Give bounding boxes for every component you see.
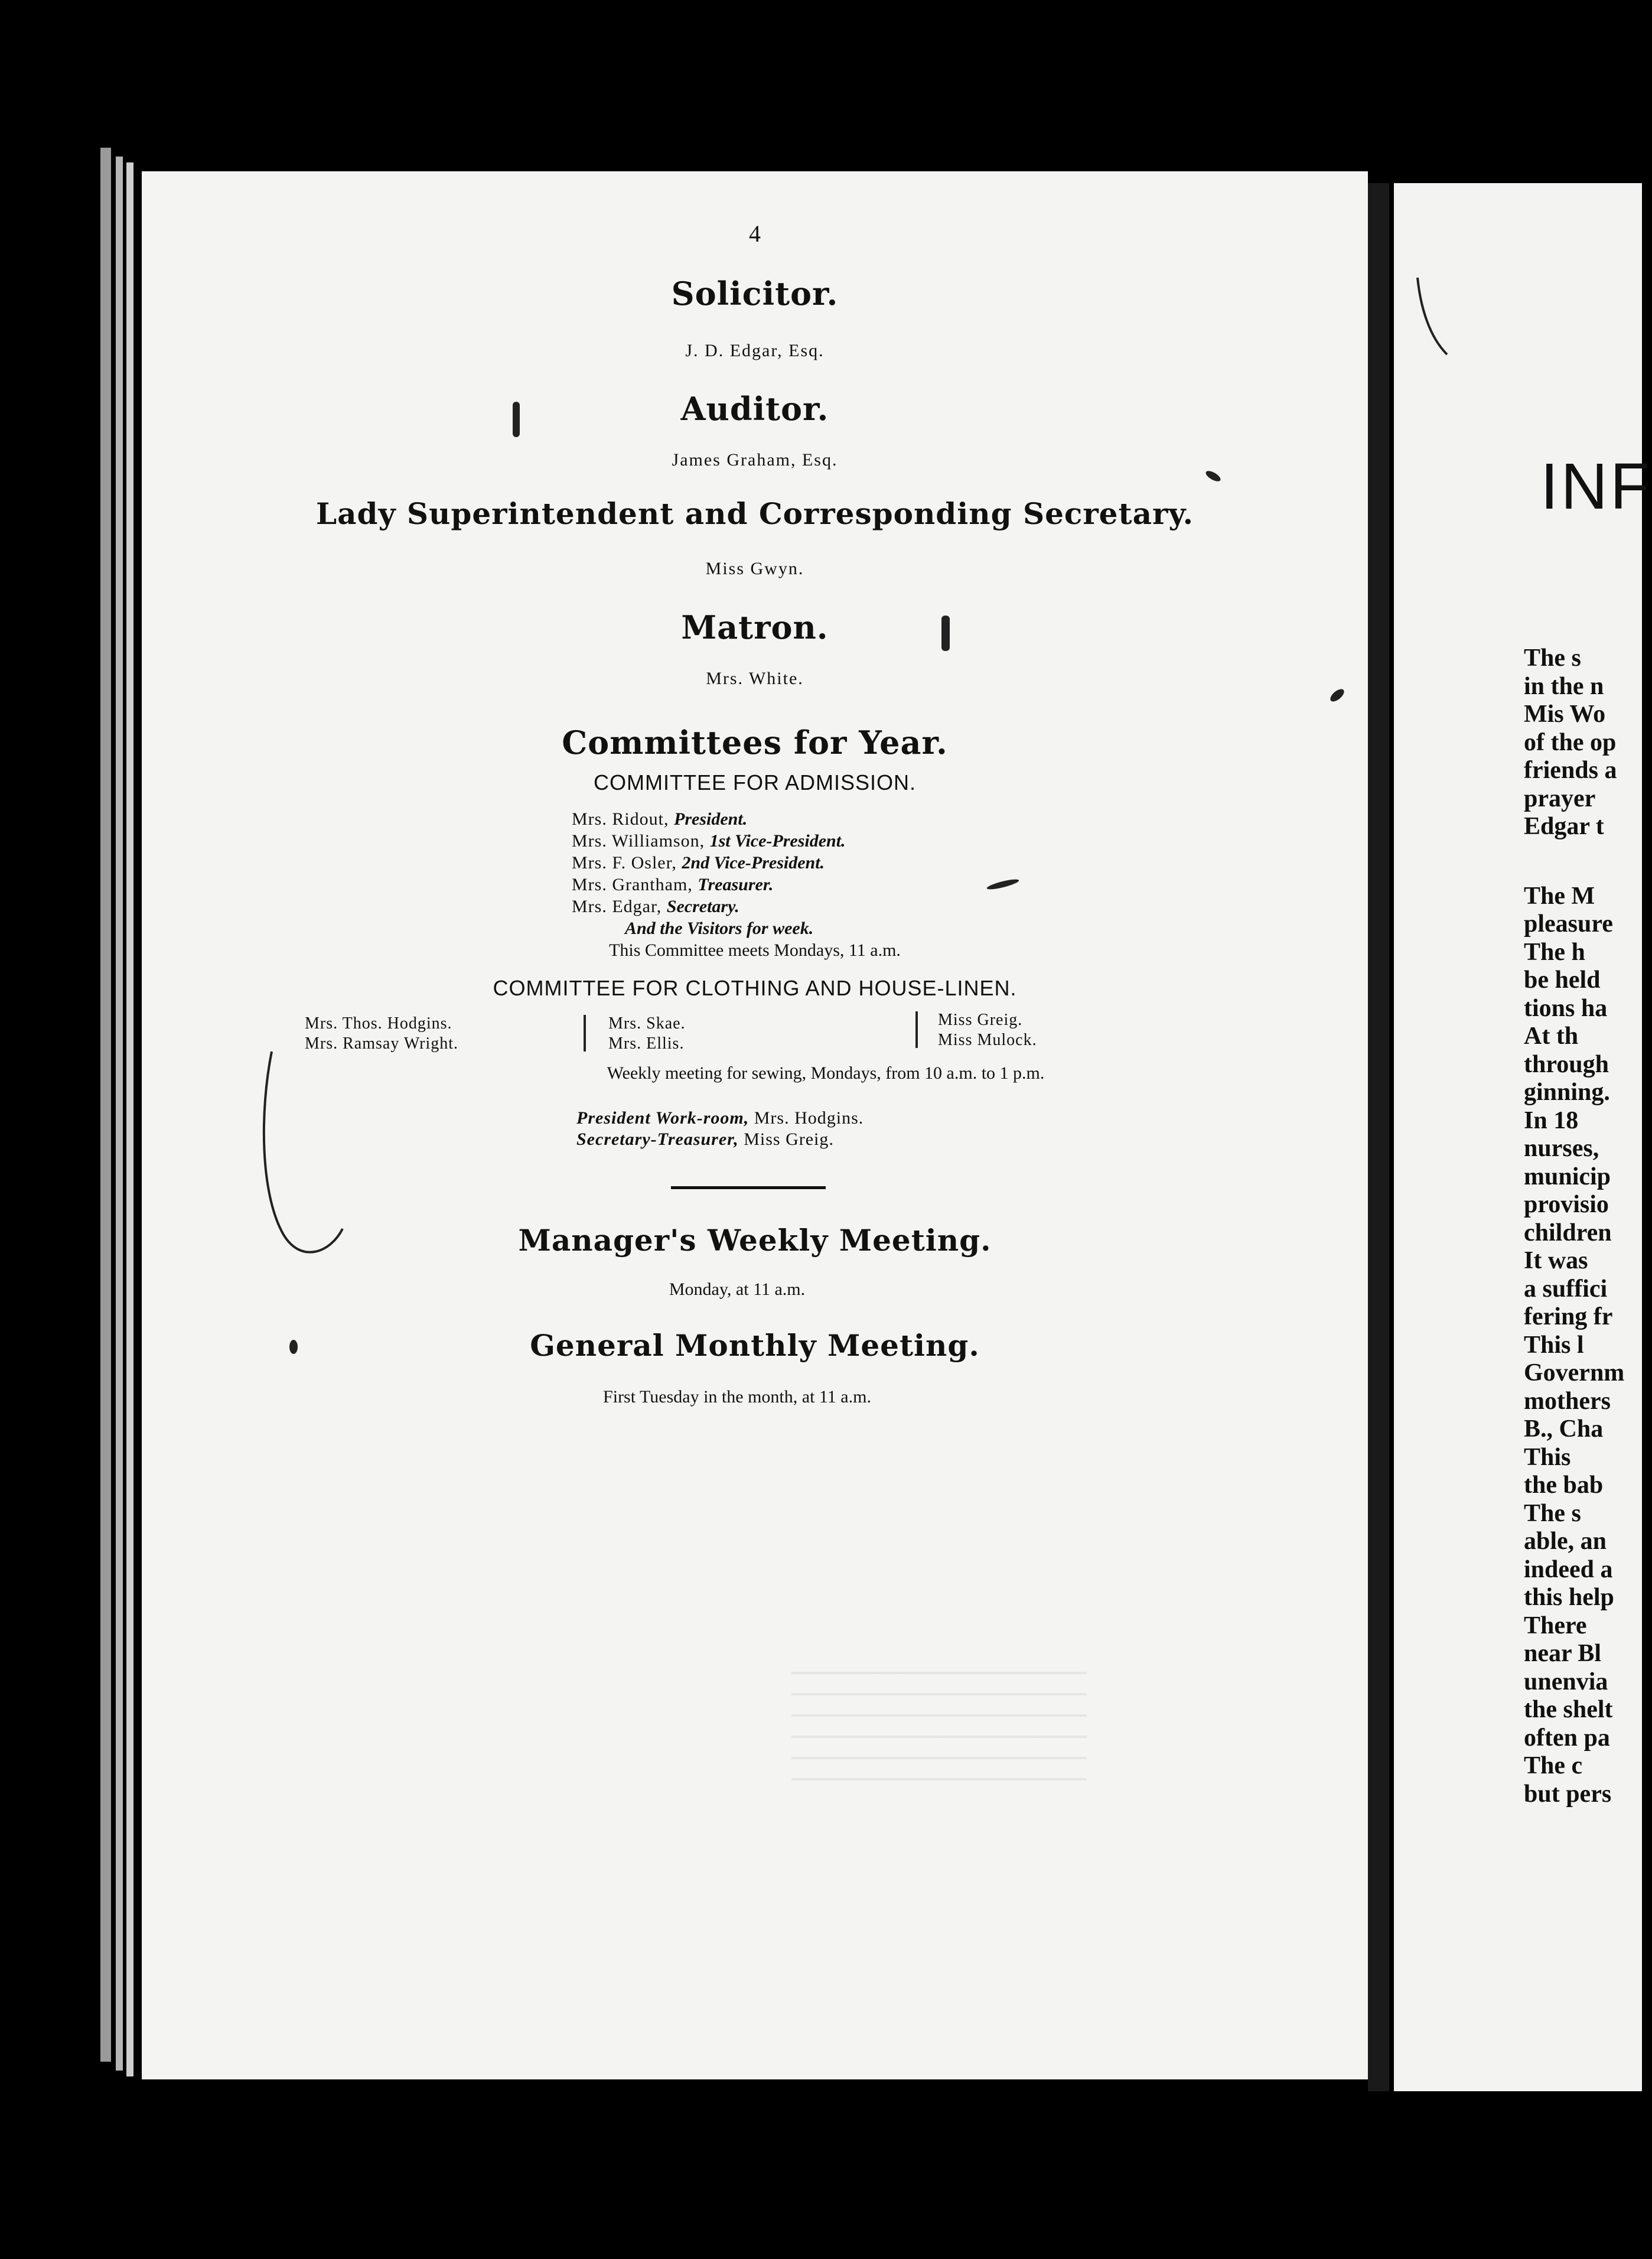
right-page-line: Edgar t [1524,813,1604,840]
right-page-line: in the n [1524,672,1604,700]
managers-meeting-time: Monday, at 11 a.m. [669,1280,806,1299]
right-page-line: indeed a [1524,1555,1613,1583]
right-page-line: The h [1524,938,1585,966]
visitors-line: And the Visitors for week. [625,919,814,938]
right-page-line: tions ha [1524,994,1608,1022]
lady-superintendent-heading: Lady Superintendent and Corresponding Secretary. [315,496,1194,531]
right-page-line: municip [1524,1163,1611,1190]
right-page-line: a suffici [1524,1275,1608,1303]
member-role: 1st Vice-President. [709,831,846,851]
member-name: Mrs. Ellis. [608,1034,685,1053]
ink-speck [986,877,1020,891]
right-page-line: but pers [1524,1780,1612,1808]
book-edge [100,148,111,2062]
stray-ink-mark [1412,272,1459,366]
member-role: President. [674,809,748,829]
auditor-heading: Auditor. [680,390,829,428]
solicitor-name: J. D. Edgar, Esq. [685,341,825,360]
right-page-line: The s [1524,645,1581,672]
member-row [572,852,846,874]
member-name: Miss Greig. [938,1011,1023,1029]
clothing-weekly: Weekly meeting for sewing, Mondays, from 10 a.m. to 1 p.m. [607,1063,1045,1083]
right-page-line: The s [1524,1499,1581,1527]
right-page-line: This [1524,1443,1571,1471]
left-page [142,171,1368,2079]
right-page-line: The M [1524,882,1595,910]
admission-members [572,808,846,939]
member-role: Secretary. [666,897,739,916]
committees-heading: Committees for Year. [562,724,948,761]
clothing-committee-title: COMMITTEE FOR CLOTHING AND HOUSE-LINEN. [493,976,1017,1000]
right-page-line: through [1524,1050,1609,1078]
member-name: Mrs. Ridout, [572,809,669,829]
solicitor-heading: Solicitor. [671,275,839,313]
right-page-line: This l [1524,1331,1584,1359]
right-page-line: unenvia [1524,1668,1608,1695]
admission-meets: This Committee meets Mondays, 11 a.m. [609,940,901,960]
book-edge [126,162,133,2076]
member-name: Mrs. Ramsay Wright. [305,1034,459,1053]
right-page-line: The c [1524,1752,1583,1779]
matron-heading: Matron. [681,608,829,646]
clothing-col-3 [938,1010,1037,1050]
book-edge [116,157,123,2071]
show-through [791,1672,1087,1790]
right-page [1394,183,1652,2091]
ink-speck [1204,469,1222,483]
right-page-line: friends a [1524,757,1617,784]
general-meeting-time: First Tuesday in the month, at 11 a.m. [603,1387,871,1407]
right-page-line: near Bl [1524,1640,1602,1667]
right-page-line: children [1524,1219,1612,1246]
work-room-president: President Work-room, Mrs. Hodgins. [576,1108,864,1128]
general-meeting-heading: General Monthly Meeting. [530,1328,980,1363]
auditor-name: James Graham, Esq. [672,450,838,470]
member-name: Miss Mulock. [938,1031,1037,1049]
page-number: 4 [749,220,761,247]
member-row [572,808,846,830]
right-page-line: ginning. [1524,1079,1610,1106]
lady-superintendent-name: Miss Gwyn. [705,559,804,578]
member-row [572,874,846,896]
member-row [572,830,846,852]
right-page-line: prayer [1524,785,1596,812]
member-name: Mrs. Thos. Hodgins. [305,1014,452,1033]
managers-meeting-heading: Manager's Weekly Meeting. [518,1223,992,1258]
member-name: Mrs. Edgar, [572,897,662,916]
stray-ink-mark [260,1040,348,1276]
ink-speck [289,1340,298,1354]
admission-committee-title: COMMITTEE FOR ADMISSION. [593,770,917,795]
right-page-line: fering fr [1524,1303,1613,1330]
right-page-line: Governm [1524,1359,1625,1386]
right-page-line: the shelt [1524,1696,1613,1723]
matron-name: Mrs. White. [706,669,804,688]
member-name: Mrs. F. Osler, [572,853,677,873]
ink-speck [1328,687,1346,704]
member-role: Treasurer. [698,875,774,894]
right-page-line: often pa [1524,1724,1610,1752]
member-name: Mrs. Williamson, [572,831,705,851]
right-page-line: provisio [1524,1191,1609,1218]
right-page-line: nurses, [1524,1135,1599,1162]
member-row [572,896,846,917]
work-room-secretary: Secretary-Treasurer, Miss Greig. [576,1130,834,1149]
member-name: Mrs. Grantham, [572,875,693,894]
column-divider [915,1011,918,1048]
right-page-line: At th [1524,1023,1579,1050]
ink-speck [941,616,950,651]
right-page-line: this help [1524,1584,1614,1611]
right-page-line: able, an [1524,1528,1607,1555]
column-divider [584,1015,586,1052]
right-page-line: There [1524,1612,1587,1639]
section-divider [671,1186,826,1189]
right-page-line: Mis Wo [1524,701,1606,728]
right-page-line: In 18 [1524,1106,1579,1134]
ink-speck [513,402,520,437]
right-page-line: B., Cha [1524,1415,1604,1443]
right-page-line: mothers [1524,1387,1611,1415]
right-page-line: the bab [1524,1472,1604,1499]
member-role: 2nd Vice-President. [682,853,825,873]
right-page-line: It was [1524,1247,1588,1274]
right-page-line: of the op [1524,728,1617,756]
book-edge [1368,183,1389,2091]
right-page-line: pleasure [1524,910,1613,938]
clothing-col-2 [608,1014,686,1054]
right-page-title: INF [1540,450,1652,523]
member-name: Mrs. Skae. [608,1014,686,1033]
right-page-line: be held [1524,966,1601,994]
